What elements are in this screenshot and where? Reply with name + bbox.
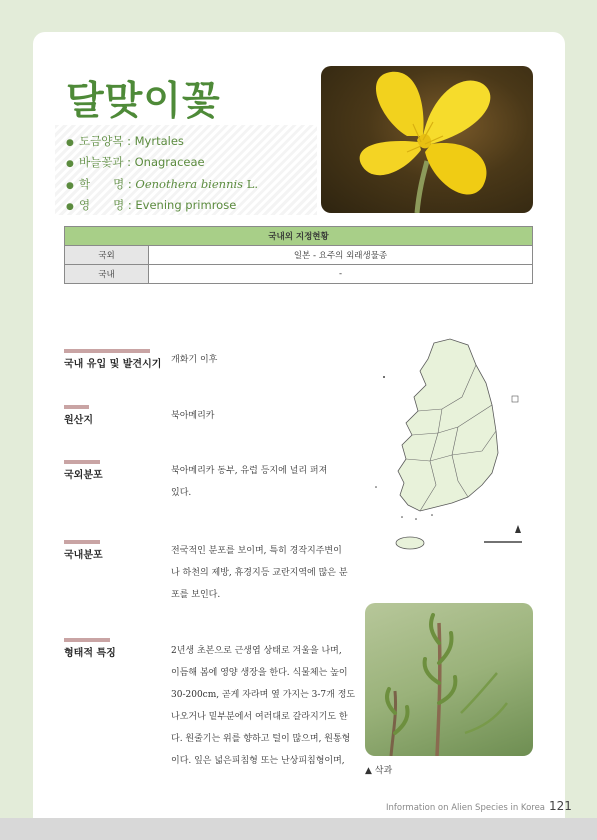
designation-label: 국내 [65, 265, 149, 284]
bullet-icon: ● [66, 201, 74, 212]
taxonomy-label: 도금양목 [79, 134, 124, 148]
capsule-illustration [365, 603, 533, 756]
bullet-icon: ● [66, 180, 74, 191]
section-label-domestic-distribution: 국내분포 [64, 550, 103, 561]
section-text-introduction: 개화기 이후 [171, 355, 218, 365]
fruit-photo [365, 603, 533, 756]
section-text-domestic-distribution: 전국적인 분포를 보이며, 특히 경작지주변이 나 하천의 제방, 휴경지등 교란지역에 많은 분 포를 보인다. [171, 546, 348, 600]
designation-value: 일본 - 요주의 외래생물종 [149, 246, 533, 265]
taxonomy-value: Evening primrose [135, 197, 237, 212]
taxonomy-scientific-name: ● 학 명 : Oenothera biennis L. [66, 175, 258, 196]
table-row [65, 246, 533, 265]
korea-map-illustration [372, 335, 532, 557]
footer-text: Information on Alien Species in Korea [386, 803, 546, 813]
taxonomy-list [66, 132, 258, 217]
designation-value: - [149, 265, 533, 284]
taxonomy-author: L. [243, 176, 259, 191]
designation-label: 국외 [65, 246, 149, 265]
section-text-overseas-distribution: 북아메리카 동부, 유럽 등지에 널리 퍼져 있다. [171, 466, 328, 498]
taxonomy-label: 바늘꽃과 [79, 155, 124, 170]
bottom-band [0, 818, 597, 840]
taxonomy-label: 영 명 [79, 197, 125, 212]
taxonomy-value: Myrtales [134, 134, 184, 148]
section-text-origin: 북아메리카 [171, 411, 215, 421]
flower-photo [321, 66, 533, 213]
section-label-morphology: 형태적 특징 [64, 648, 116, 659]
designation-table-header: 국내외 지정현황 [65, 227, 533, 246]
section-bar [64, 460, 100, 464]
section-label-origin: 원산지 [64, 415, 93, 426]
taxonomy-value: Oenothera biennis [135, 176, 244, 191]
taxonomy-order: ● 도금양목 : Myrtales [66, 132, 258, 153]
table-row [65, 265, 533, 284]
designation-table [64, 226, 533, 284]
taxonomy-label: 학 명 [79, 176, 125, 191]
section-label-overseas-distribution: 국외분포 [64, 470, 103, 481]
section-bar [64, 540, 100, 544]
page-title: 달맞이꽃 [66, 78, 221, 124]
taxonomy-value: Onagraceae [134, 155, 205, 170]
page-footer [386, 799, 572, 813]
korea-distribution-map [372, 335, 532, 557]
bullet-icon: ● [66, 159, 74, 170]
section-bar [64, 405, 89, 409]
taxonomy-family: ● 바늘꽃과 : Onagraceae [66, 153, 258, 174]
taxonomy-english-name: ● 영 명 : Evening primrose [66, 196, 258, 217]
section-bar [64, 638, 110, 642]
page-number: 121 [549, 799, 572, 813]
section-text-morphology: 2년생 초본으로 근생엽 상태로 겨울을 나며, 이듬해 봄에 영양 생장을 한다. 식물체는 높이 30-200cm, 곧게 자라며 옆 가지는 3-7개 정도 나오거나 밑부분에서 여러대로 갈라지기도 한 다. 원줄기는 위를 향하고 털이 많으며, 원통형 이다. 잎은 넓은피침형 또는 난상피침형이며, [171, 646, 356, 766]
section-label-introduction: 국내 유입 및 발견시기 [64, 359, 162, 370]
bullet-icon: ● [66, 138, 74, 148]
photo-caption: ▲ 삭과 [365, 766, 393, 776]
section-bar [64, 349, 150, 353]
flower-illustration [321, 66, 533, 213]
